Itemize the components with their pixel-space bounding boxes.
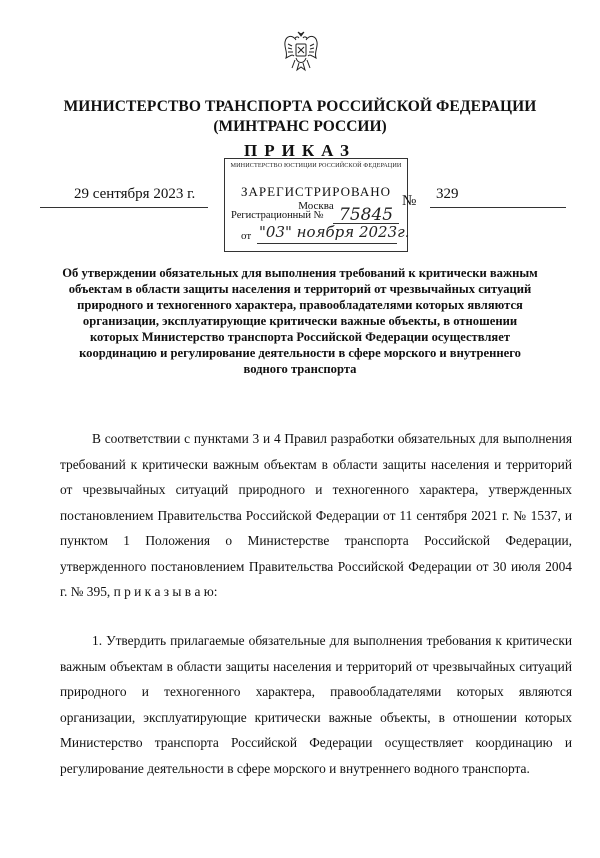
ministry-short-name: (МИНТРАНС РОССИИ): [213, 118, 387, 135]
stamp-date-value: "03" ноября 2023г.: [259, 223, 410, 241]
stamp-city: Москва: [298, 200, 334, 212]
order-number: 329: [436, 186, 459, 202]
stamp-date-label: от: [241, 230, 252, 242]
coat-of-arms-icon: [282, 30, 320, 74]
stamp-institution: МИНИСТЕРСТВО ЮСТИЦИИ РОССИЙСКОЙ ФЕДЕРАЦИИ: [230, 162, 402, 169]
document-type-title: ПРИКАЗ: [244, 141, 356, 160]
ministry-name: МИНИСТЕРСТВО ТРАНСПОРТА РОССИЙСКОЙ ФЕДЕРАЦИИ: [63, 98, 537, 115]
body-paragraph-item-1: 1. Утвердить прилагаемые обязательные для выполнения требования к критически важным объектам в области защиты населения и территорий от чрезвычайных ситуаций природного и техногенного характера, правообладателями которых являются организации, эксплуатирующие критически важные объекты, в отношении которых Министерство транспорта Российской Федерации осуществляет координацию и регулирование деятельности в сфере морского и внутреннего водного транспорта.: [60, 633, 572, 776]
order-date-underline: [40, 207, 208, 208]
stamp-regno-value: 75845: [339, 205, 394, 225]
order-subject: Об утверждении обязательных для выполнения требований к критически важным объектам в области защиты населения и территорий от чрезвычайных ситуаций природного и техногенного характера, правообладателями которых являются организации, эксплуатирующие критически важные объекты, в отношении которых Министерство транспорта Российской Федерации осуществляет координацию и регулирование деятельности в сфере морского и внутреннего водного транспорта: [62, 266, 538, 376]
stamp-registered-label: ЗАРЕГИСТРИРОВАНО: [241, 184, 391, 199]
stamp-date-underline: [257, 243, 397, 244]
order-number-sign: №: [402, 193, 417, 209]
order-date: 29 сентября 2023 г.: [74, 186, 196, 202]
registration-stamp: [224, 158, 408, 252]
order-number-underline: [430, 207, 566, 208]
stamp-regno-label: Регистрационный №: [231, 210, 324, 221]
body-paragraph-preamble: В соответствии с пунктами 3 и 4 Правил разработки обязательных для выполнения требований к критически важным объектам в области защиты населения и территорий от чрезвычайных ситуаций природного и техногенного характера, утвержденных постановлением Правительства Российской Федерации от 11 сентября 2021 г. № 1537, и пунктом 1 Положения о Министерстве транспорта Российской Федерации, утвержденного постановлением Правительства Российской Федерации от 30 июля 2004 г. № 395, п р и к а з ы в а ю:: [60, 431, 572, 599]
